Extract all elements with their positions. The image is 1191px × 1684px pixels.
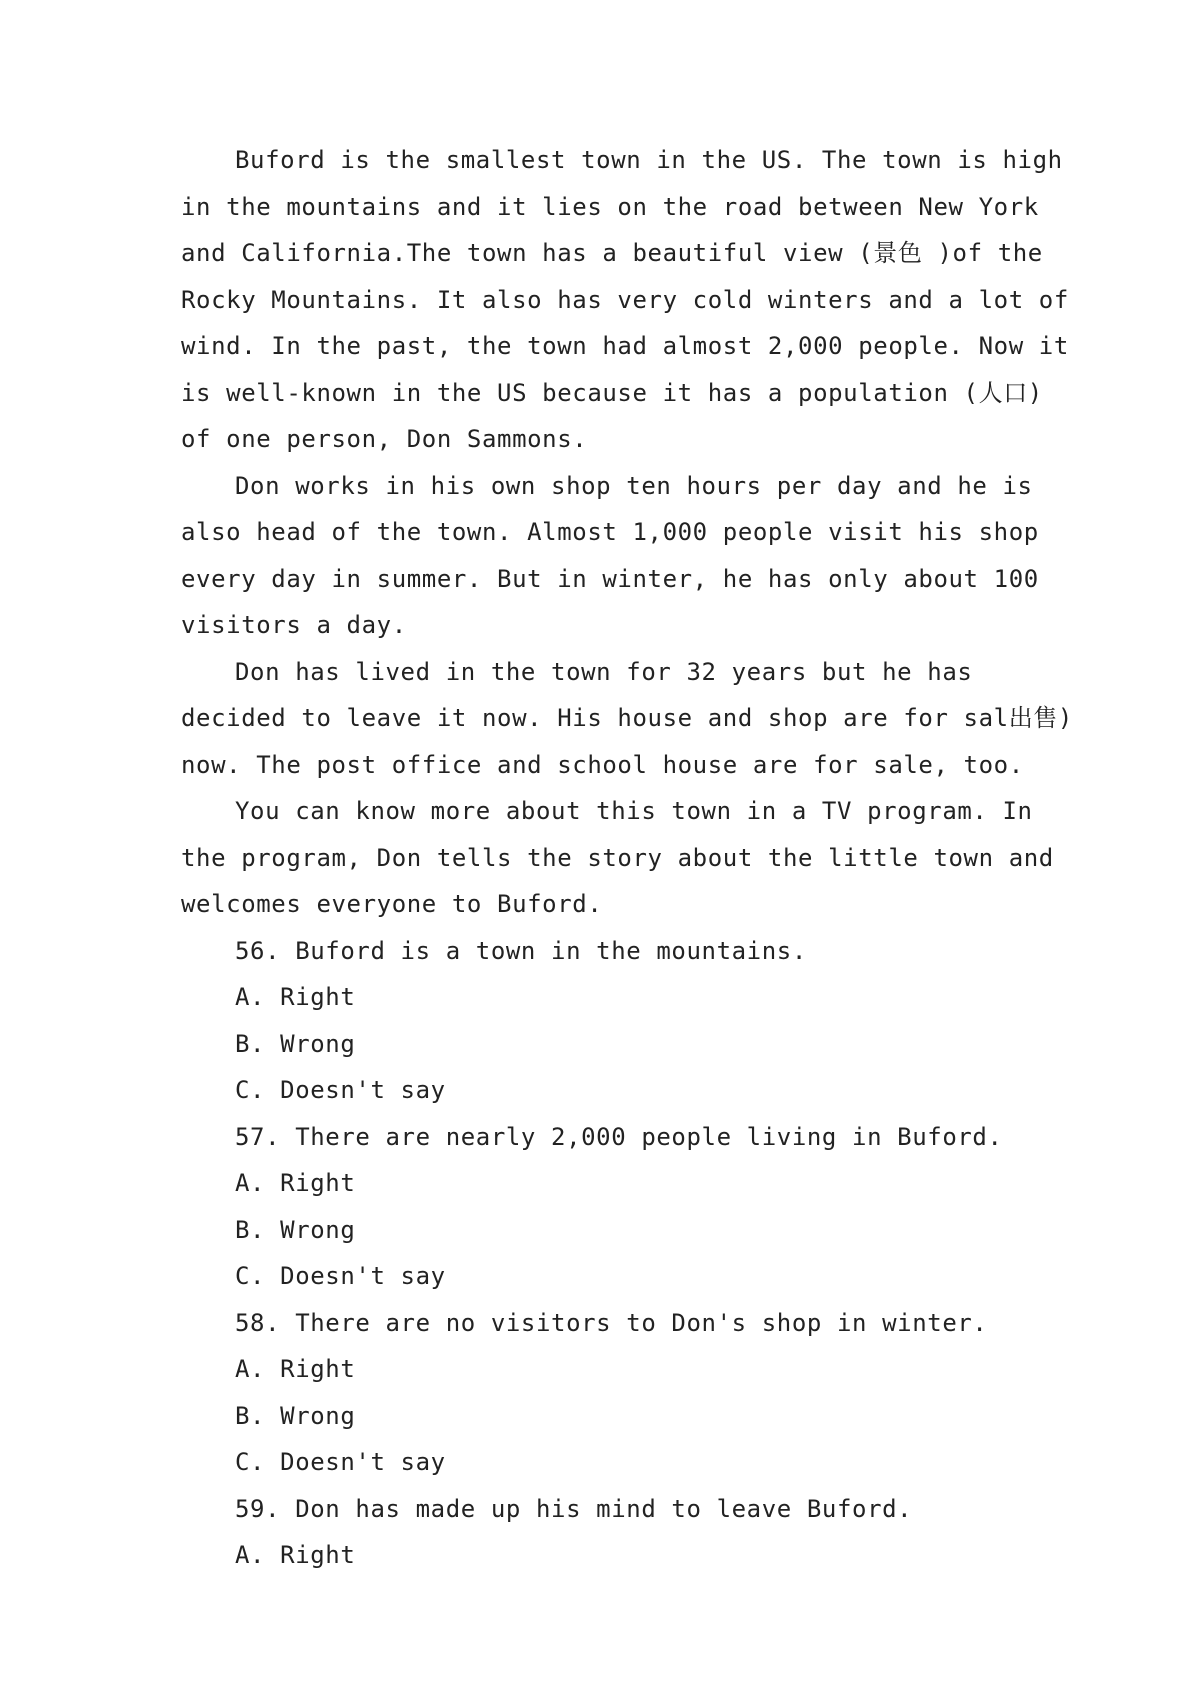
option-c: C. Doesn't say xyxy=(235,1262,446,1290)
question-59 xyxy=(181,1486,1086,1579)
passage-paragraph-3: Don has lived in the town for 32 years but he has decided to leave it now. His house and shop are for sal出售) now. The post office and school house are for sale, too. xyxy=(181,657,1073,779)
option-b: B. Wrong xyxy=(235,1029,356,1058)
option-c: C. Doesn't say xyxy=(235,1076,446,1104)
question-stem: 58. There are no visitors to Don's shop in winter. xyxy=(235,1308,988,1337)
question-58 xyxy=(181,1300,1086,1486)
reading-section xyxy=(181,137,1086,1579)
option-a: A. Right xyxy=(235,1169,356,1197)
question-56 xyxy=(181,928,1086,1114)
passage-paragraph-2: Don works in his own shop ten hours per day and he is also head of the town. Almost 1,000 people visit his shop every day in summer. But in winter, he has only about 100 visitors a day. xyxy=(181,471,1039,639)
option-c: C. Doesn't say xyxy=(235,1448,446,1476)
passage-paragraph-1: Buford is the smallest town in the US. The town is high in the mountains and it lies on the road between New York and California.The town has a beautiful view (景色 )of the Rocky Mountains. It also has very cold winters and a lot of wind. In the past, the town had almost 2,000 people. Now it is well-known in the US because it has a population (人口) of one person, Don Sammons. xyxy=(181,146,1069,453)
question-57 xyxy=(181,1114,1086,1300)
question-stem: 59. Don has made up his mind to leave Buford. xyxy=(235,1494,913,1523)
option-b: B. Wrong xyxy=(235,1401,356,1430)
option-a: A. Right xyxy=(235,1355,356,1383)
option-a: A. Right xyxy=(235,1541,356,1569)
question-stem: 56. Buford is a town in the mountains. xyxy=(235,936,807,965)
passage-paragraph-4: You can know more about this town in a TV program. In the program, Don tells the story about the little town and welcomes everyone to Buford. xyxy=(181,797,1054,918)
question-stem: 57. There are nearly 2,000 people living in Buford. xyxy=(235,1122,1003,1151)
option-a: A. Right xyxy=(235,983,356,1011)
option-b: B. Wrong xyxy=(235,1215,356,1244)
